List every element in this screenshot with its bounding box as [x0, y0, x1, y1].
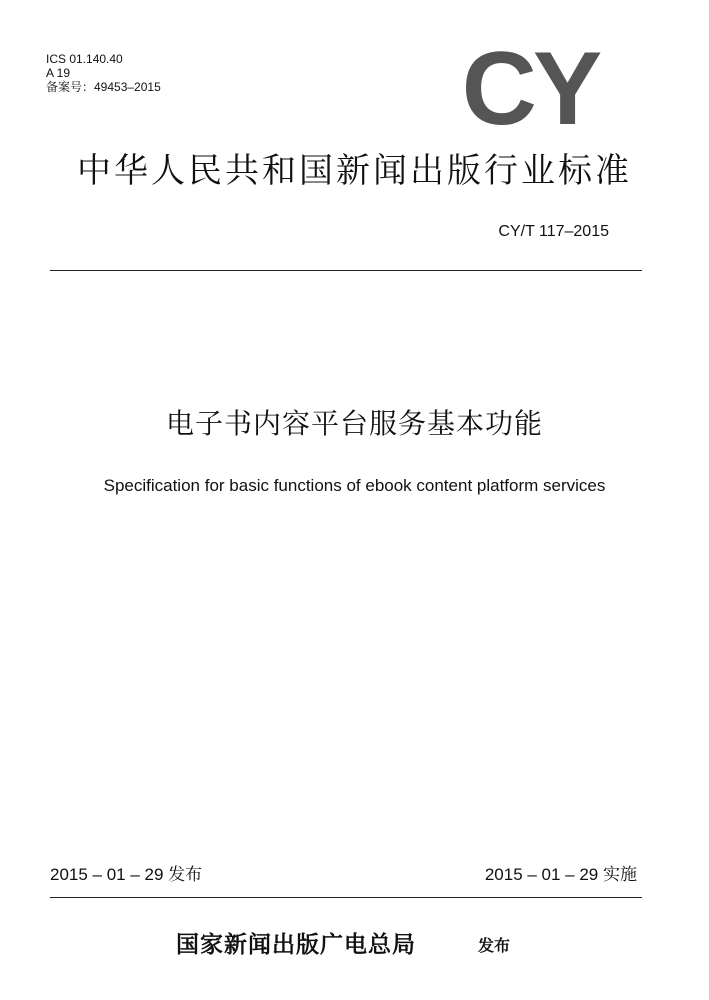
cy-logo-text: CY: [461, 40, 599, 132]
classification-block: [46, 52, 161, 94]
standard-category-title: 中华人民共和国新闻出版行业标准: [77, 151, 632, 191]
cy-logo: [450, 40, 610, 132]
issuer-name: 国家新闻出版广电总局: [176, 931, 416, 958]
implementation-date: 2015 – 01 – 29 实施: [484, 865, 637, 884]
record-number: 备案号：49453–2015: [46, 80, 161, 94]
ccs-code: A 19: [46, 66, 71, 80]
issuer-suffix: 发布: [478, 936, 511, 955]
ics-code: ICS 01.140.40: [46, 52, 123, 66]
issue-date: 2015 – 01 – 29 发布: [50, 865, 203, 884]
document-title-chinese: 电子书内容平台服务基本功能: [165, 407, 543, 440]
document-title-english: Specification for basic functions of ebook content platform services: [103, 476, 606, 495]
bottom-divider: [50, 897, 642, 898]
top-divider: [50, 270, 642, 271]
standard-number: CY/T 117–2015: [498, 223, 609, 240]
